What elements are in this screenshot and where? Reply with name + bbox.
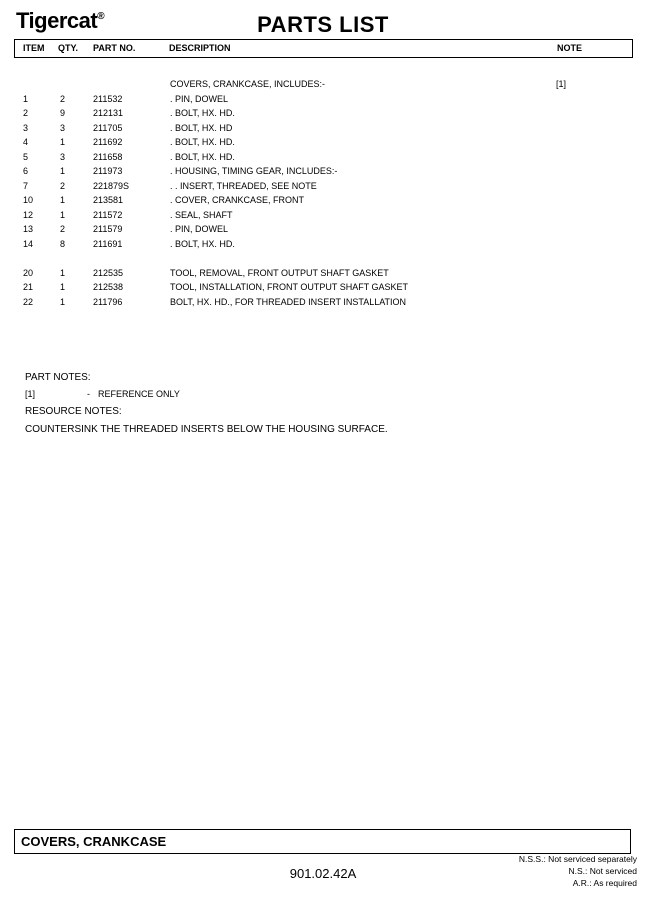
note-cell: [1] (556, 79, 567, 89)
qty-cell: 2 (60, 93, 66, 104)
part-no-cell: 221879S (93, 180, 130, 191)
legend-line-ns: N.S.: Not serviced (568, 866, 637, 876)
item-cell: 12 (23, 209, 34, 220)
item-cell: 22 (23, 296, 34, 307)
part-no-cell: 211532 (93, 93, 123, 104)
page-title: PARTS LIST (257, 12, 389, 37)
qty-cell: 1 (60, 195, 66, 205)
part-no-cell: 213581 (93, 195, 124, 205)
qty-cell: 2 (60, 180, 66, 191)
registered-trademark-symbol: ® (97, 11, 105, 22)
qty-cell: 2 (60, 224, 66, 234)
part-note-entry (0, 389, 400, 401)
part-no-cell: 211796 (93, 296, 123, 307)
item-cell: 3 (23, 122, 29, 133)
section-title: COVERS, CRANKCASE (21, 834, 167, 849)
item-cell: 20 (23, 267, 34, 278)
description-cell: BOLT, HX. HD., FOR THREADED INSERT INSTALLATION (170, 296, 407, 307)
table-rows (14, 77, 634, 309)
table-row (14, 150, 634, 165)
column-header-item: ITEM (23, 43, 45, 53)
resource-notes-text: COUNTERSINK THE THREADED INSERTS BELOW THE HOUSING SURFACE. (25, 424, 388, 435)
table-row (14, 251, 634, 266)
part-no-cell: 211973 (93, 166, 123, 176)
table-row (14, 92, 634, 107)
part-no-cell: 211658 (93, 151, 123, 162)
qty-cell: 8 (60, 238, 66, 249)
table-row (14, 208, 634, 223)
part-no-cell: 212131 (93, 108, 124, 118)
table-row (14, 106, 634, 121)
table-row (14, 222, 634, 237)
table-row (14, 179, 634, 194)
description-cell: TOOL, INSTALLATION, FRONT OUTPUT SHAFT GASKET (170, 282, 409, 292)
qty-cell: 1 (60, 137, 66, 147)
description-cell: . BOLT, HX. HD (170, 122, 233, 133)
item-cell: 2 (23, 108, 29, 118)
section-title-box (14, 829, 631, 854)
part-no-cell: 212538 (93, 282, 124, 292)
item-cell: 13 (23, 224, 34, 234)
description-cell: . HOUSING, TIMING GEAR, INCLUDES:- (170, 166, 338, 176)
description-cell: COVERS, CRANKCASE, INCLUDES:- (170, 79, 326, 89)
table-row (14, 280, 634, 295)
description-cell: . PIN, DOWEL (170, 224, 229, 234)
item-cell: 10 (23, 195, 34, 205)
part-note-text: REFERENCE ONLY (98, 389, 180, 399)
legend-line-nss: N.S.S.: Not serviced separately (518, 854, 637, 864)
part-no-cell: 211572 (93, 209, 123, 220)
abbreviation-legend (519, 853, 637, 889)
part-no-cell: 211691 (93, 238, 123, 249)
column-header-part-no: PART NO. (93, 43, 136, 53)
part-note-ref: [1] (25, 389, 36, 399)
table-row (14, 77, 634, 92)
item-cell: 5 (23, 151, 29, 162)
description-cell: TOOL, REMOVAL, FRONT OUTPUT SHAFT GASKET (170, 267, 389, 278)
part-no-cell: 212535 (93, 267, 124, 278)
item-cell: 6 (23, 166, 29, 176)
qty-cell: 9 (60, 108, 66, 118)
part-notes-heading: PART NOTES: (25, 372, 91, 383)
legend-line-ar: A.R.: As required (572, 878, 637, 888)
part-note-dash: - (87, 389, 90, 399)
table-row (14, 266, 634, 281)
description-cell: . BOLT, HX. HD. (170, 108, 235, 118)
description-cell: . COVER, CRANKCASE, FRONT (170, 195, 305, 205)
column-header-description: DESCRIPTION (169, 43, 231, 53)
table-row (14, 121, 634, 136)
part-no-cell: 211579 (93, 224, 123, 234)
qty-cell: 1 (60, 166, 66, 176)
table-row (14, 164, 634, 179)
description-cell: . BOLT, HX. HD. (170, 137, 235, 147)
item-cell: 14 (23, 238, 34, 249)
table-row (14, 295, 634, 310)
description-cell: . BOLT, HX. HD. (170, 151, 235, 162)
qty-cell: 3 (60, 122, 66, 133)
part-no-cell: 211705 (93, 122, 123, 133)
column-header-qty: QTY. (58, 43, 79, 53)
item-cell: 1 (23, 93, 29, 104)
description-cell: . . INSERT, THREADED, SEE NOTE (170, 180, 317, 191)
table-row (14, 135, 634, 150)
item-cell: 21 (23, 282, 34, 292)
description-cell: . PIN, DOWEL (170, 93, 229, 104)
qty-cell: 1 (60, 296, 66, 307)
qty-cell: 1 (60, 209, 66, 220)
description-cell: . SEAL, SHAFT (170, 209, 233, 220)
table-row (14, 193, 634, 208)
item-cell: 4 (23, 137, 29, 147)
brand-name: Tigercat (16, 8, 98, 33)
description-cell: . BOLT, HX. HD. (170, 238, 235, 249)
qty-cell: 1 (60, 267, 66, 278)
part-no-cell: 211692 (93, 137, 123, 147)
column-header-note: NOTE (557, 43, 583, 53)
qty-cell: 3 (60, 151, 66, 162)
qty-cell: 1 (60, 282, 66, 292)
item-cell: 7 (23, 180, 29, 191)
table-header (14, 39, 633, 58)
resource-notes-heading: RESOURCE NOTES: (25, 406, 122, 417)
table-row (14, 237, 634, 252)
page-code: 901.02.42A (289, 866, 357, 881)
